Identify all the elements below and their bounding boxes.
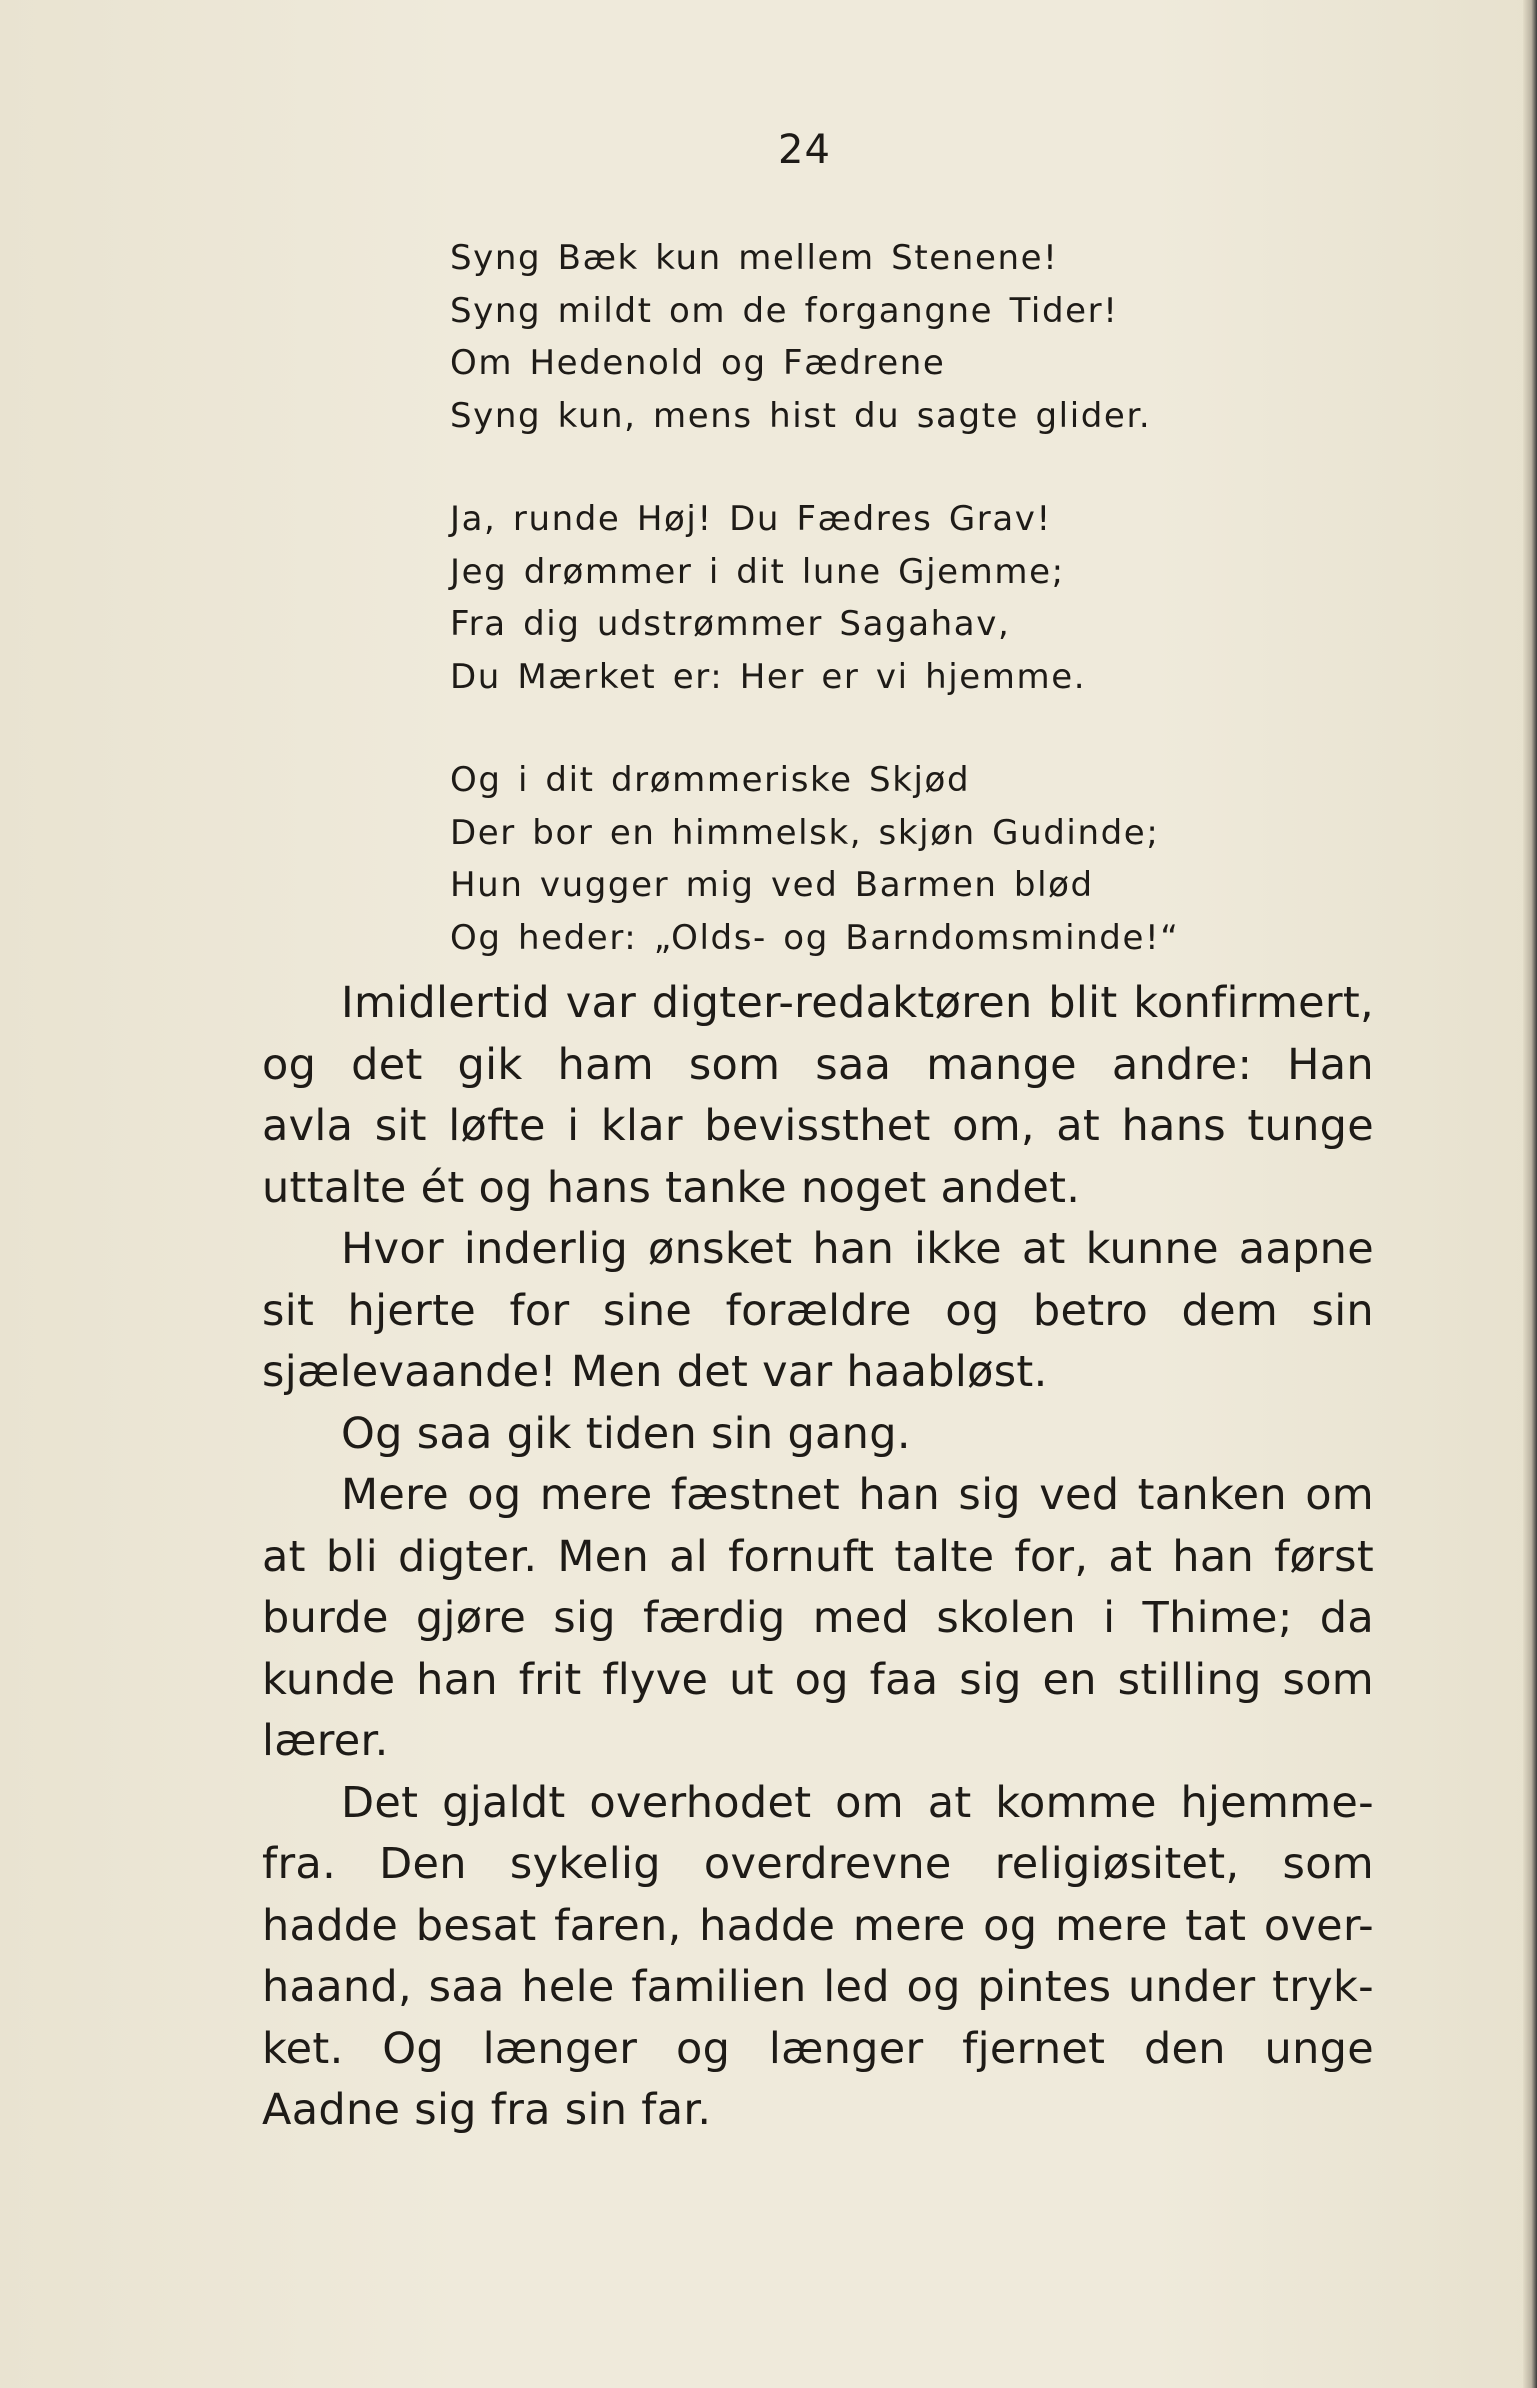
page-edge: [1523, 0, 1537, 2388]
poem-line: Hun vugger mig ved Barmen blød: [450, 865, 1094, 905]
poem-line: Fra dig udstrømmer Sagahav,: [450, 604, 1011, 644]
text-line: Det gjaldt overhodet om at komme hjemme-: [341, 1777, 1374, 1828]
poem-line: Syng kun, mens hist du sagte glider.: [450, 395, 1152, 436]
paragraph-4: [262, 1465, 1374, 1773]
poem-line: Og i dit drømmeriske Skjød: [450, 760, 971, 800]
paragraph-5: [262, 1773, 1374, 2142]
text-line: ket. Og længer og længer fjernet den unge: [262, 2023, 1374, 2074]
poem-stanza-2: [450, 493, 1350, 703]
text-line: Imidlertid var digter-redaktøren blit konfirmert,: [341, 978, 1374, 1028]
poem: [450, 232, 1350, 1015]
poem-line: Du Mærket er: Her er vi hjemme.: [450, 656, 1087, 697]
text-line: Og saa gik tiden sin gang.: [341, 1408, 911, 1459]
text-line: Aadne sig fra sin far.: [262, 2085, 712, 2135]
text-line: sjælevaande! Men det var haabløst.: [262, 1347, 1048, 1397]
paragraph-3: [262, 1404, 1374, 1466]
text-line: Hvor inderlig ønsket han ikke at kunne aapne: [341, 1224, 1374, 1274]
paragraph-2: [262, 1219, 1374, 1404]
text-line: haand, saa hele familien led og pintes under tryk-: [262, 1962, 1374, 2012]
poem-line: Jeg drømmer i dit lune Gjemme;: [450, 551, 1065, 592]
text-line: burde gjøre sig færdig med skolen i Thime; da: [262, 1593, 1374, 1643]
text-line: hadde besat faren, hadde mere og mere tat over-: [262, 1900, 1374, 1951]
text-line: kunde han frit flyve ut og faa sig en stilling som: [262, 1654, 1374, 1705]
text-line: avla sit løfte i klar bevissthet om, at hans tunge: [262, 1101, 1374, 1151]
poem-stanza-3: [450, 754, 1350, 964]
poem-line: Om Hedenold og Fædrene: [450, 343, 946, 383]
paragraph-1: [262, 973, 1374, 1219]
text-line: uttalte ét og hans tanke noget andet.: [262, 1162, 1081, 1213]
text-line: lærer.: [262, 1716, 389, 1766]
prose-body: [262, 973, 1374, 2142]
text-line: Mere og mere fæstnet han sig ved tanken om: [341, 1470, 1374, 1520]
poem-line: Syng mildt om de forgangne Tider!: [450, 290, 1119, 331]
text-line: at bli digter. Men al fornuft talte for, at han først: [262, 1531, 1374, 1582]
poem-line: Ja, runde Høj! Du Fædres Grav!: [450, 499, 1052, 539]
poem-line: Syng Bæk kun mellem Stenene!: [450, 238, 1059, 278]
poem-stanza-1: [450, 232, 1350, 442]
poem-line: Der bor en himmelsk, skjøn Gudinde;: [450, 812, 1160, 853]
text-line: sit hjerte for sine forældre og betro dem sin: [262, 1285, 1374, 1336]
page-number: 24: [778, 127, 831, 173]
text-line: fra. Den sykelig overdrevne religiøsitet, som: [262, 1839, 1374, 1889]
poem-line: Og heder: „Olds- og Barndomsminde!“: [450, 917, 1180, 958]
text-line: og det gik ham som saa mange andre: Han: [262, 1039, 1374, 1090]
